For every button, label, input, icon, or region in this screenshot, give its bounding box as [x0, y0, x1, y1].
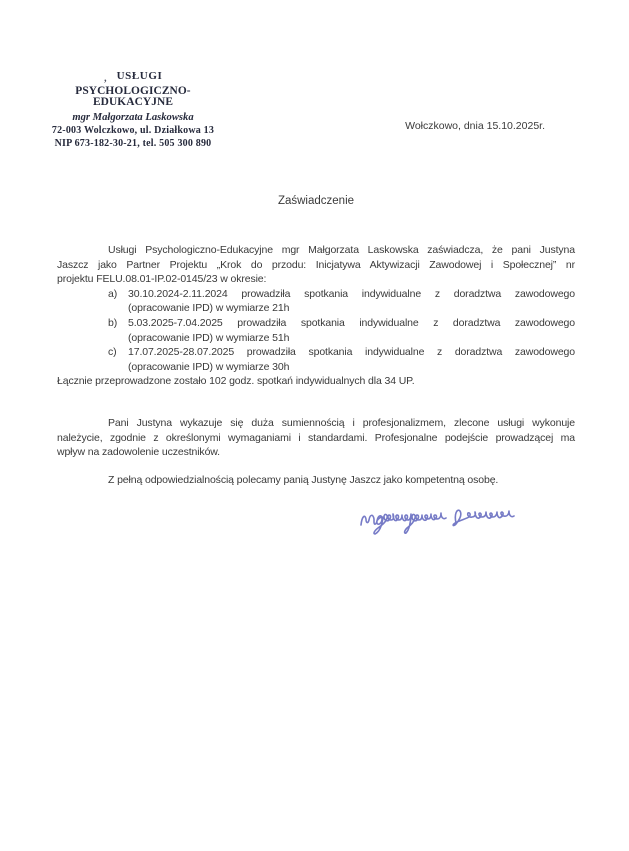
paragraph-evaluation	[57, 416, 575, 460]
text-line: Usługi Psychologiczno-Edukacyjne mgr Małgorzata Laskowska zaświadcza, że pani Justyna	[108, 244, 575, 256]
stamp-nip-phone: NIP 673-182-30-21, tel. 505 300 890	[54, 138, 212, 150]
list-item-c	[57, 345, 575, 374]
text-line: 30.10.2024-2.11.2024 prowadziła spotkania indywidualne z doradztwa zawodowego	[128, 287, 575, 300]
text-line: Z pełną odpowiedzialnością polecamy panią Justynę Jaszcz jako kompetentną osobę.	[108, 473, 499, 486]
paragraph-recommendation	[57, 473, 575, 488]
stamp-company-type: PSYCHOLOGICZNO-EDUKACYJNE	[75, 85, 191, 109]
company-stamp	[44, 71, 222, 149]
list-item-b	[57, 316, 575, 345]
text-line: (opracowanie IPD) w wymiarze 30h	[128, 360, 290, 373]
text-line: wpływ na zadowolenie uczestników.	[57, 446, 220, 459]
list-text	[128, 287, 575, 316]
stamp-owner-name: mgr Małgorzata Laskowska	[72, 111, 194, 123]
signature-stroke-last-name	[453, 510, 514, 525]
list-label: b)	[108, 316, 118, 329]
stamp-company-name	[44, 71, 222, 82]
list-label: a)	[108, 287, 118, 300]
list-item-a	[57, 287, 575, 316]
text-line: 5.03.2025-7.04.2025 prowadziła spotkania indywidualne z doradztwa zawodowego	[128, 316, 575, 329]
stamp-company-name-text: USŁUGI	[116, 70, 163, 82]
signature-ink	[356, 500, 526, 542]
text-line: Jaszcz jako Partner Projektu „Krok do przodu: Inicjatywa Aktywizacji Zawodowej i Społecznej” nr	[57, 258, 575, 271]
stamp-stray-mark: ‚	[103, 73, 108, 84]
text-line: 17.07.2025-28.07.2025 prowadziła spotkania indywidualne z doradztwa zawodowego	[128, 346, 575, 359]
place-and-date: Wołczkowo, dnia 15.10.2025r.	[405, 120, 545, 132]
text-line: należycie, zgodnie z określonymi wymaganiami i standardami. Profesjonalne podejście prowadzącej ma	[57, 431, 575, 444]
handwritten-signature	[356, 500, 526, 542]
summary-line: Łącznie przeprowadzone zostało 102 godz. spotkań indywidualnych dla 34 UP.	[57, 375, 415, 388]
document-title: Zaświadczenie	[277, 195, 355, 207]
text-line: (opracowanie IPD) w wymiarze 51h	[128, 331, 290, 344]
text-line: (opracowanie IPD) w wymiarze 21h	[128, 302, 290, 315]
signature-stroke-first-name	[361, 513, 446, 534]
list-label: c)	[108, 346, 117, 359]
document-body	[57, 243, 575, 487]
list-text	[128, 316, 575, 345]
text-line: Pani Justyna wykazuje się duża sumiennością i profesjonalizmem, zlecone usługi wykonuje	[108, 416, 575, 429]
text-line: projektu FELU.08.01-IP.02-0145/23 w okresie:	[57, 273, 267, 286]
stamp-address: 72-003 Wolczkowo, ul. Działkowa 13	[51, 125, 215, 137]
list-text	[128, 345, 575, 374]
paragraph-intro	[57, 243, 575, 287]
